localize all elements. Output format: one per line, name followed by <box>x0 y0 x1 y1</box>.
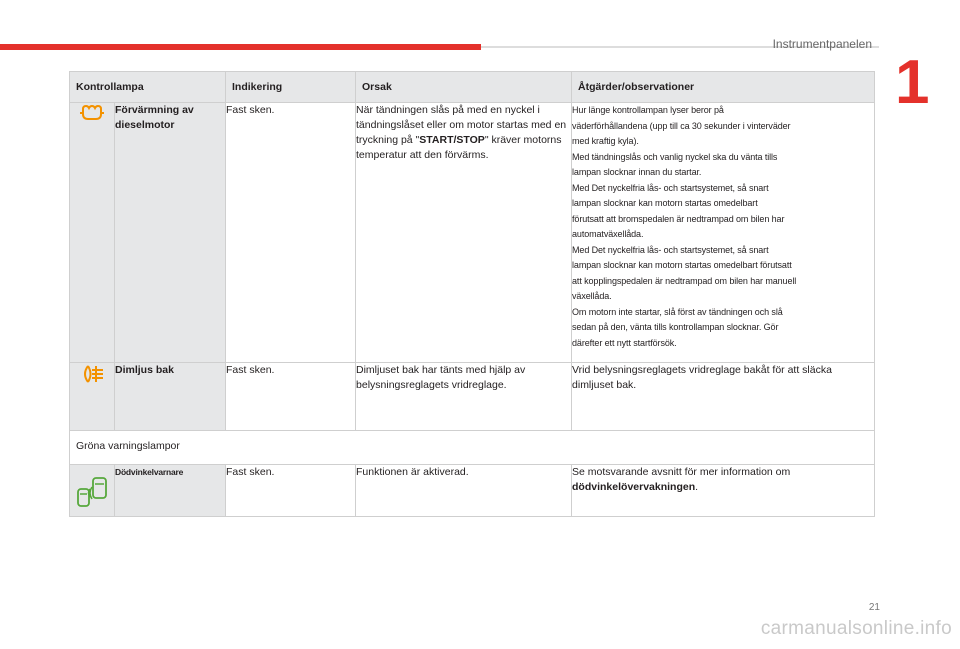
icon-cell <box>70 103 115 363</box>
icon-cell <box>70 363 115 431</box>
table-row <box>70 465 875 517</box>
table-row <box>70 363 875 431</box>
watermark: carmanualsonline.info <box>760 618 952 639</box>
indication-text: Fast sken. <box>226 465 356 517</box>
rear-fog-light-icon <box>79 363 105 385</box>
blind-spot-monitor-icon <box>75 475 109 509</box>
actions-text: Se motsvarande avsnitt för mer information om dödvinkelövervakningen. <box>572 465 875 517</box>
cause-text: Dimljuset bak har tänts med hjälp av belysningsreglagets vridreglage. <box>356 363 572 431</box>
chapter-number: 1 <box>895 48 930 117</box>
column-header: Åtgärder/observationer <box>572 72 875 103</box>
table-row <box>70 103 875 363</box>
table-header-row <box>70 72 875 103</box>
page-number: 21 <box>868 602 880 613</box>
lamp-name: Dödvinkelvarnare <box>115 465 226 517</box>
glow-plug-icon <box>79 103 105 123</box>
lamp-name: Dimljus bak <box>115 363 226 431</box>
column-header: Kontrollampa <box>70 72 226 103</box>
column-header: Orsak <box>356 72 572 103</box>
lamp-name: Förvärmning av dieselmotor <box>115 103 226 363</box>
header-red-bar <box>0 44 481 50</box>
cause-text: Funktionen är aktiverad. <box>356 465 572 517</box>
cause-text: När tändningen slås på med en nyckel i tändningslåset eller om motor startas med en tryckning på "START/STOP" kräver motorns temperatur att den förvärms. <box>356 103 572 363</box>
indication-text: Fast sken. <box>226 103 356 363</box>
icon-cell <box>70 465 115 517</box>
actions-text: Vrid belysningsreglagets vridreglage bakåt för att släcka dimljuset bak. <box>572 363 875 431</box>
warning-lamp-table <box>69 71 875 517</box>
column-header: Indikering <box>226 72 356 103</box>
section-row <box>70 431 875 465</box>
section-label: Gröna varningslampor <box>70 431 875 465</box>
indication-text: Fast sken. <box>226 363 356 431</box>
chapter-title: Instrumentpanelen <box>772 37 872 51</box>
actions-text: Hur länge kontrollampan lyser beror på väderförhållandena (upp till ca 30 sekunder i vinterväder med kraftig kyla). Med tändningslås och vanlig nyckel ska du vänta tills lampan slocknar innan du startar. Med Det nyckelfria lås- och startsystemet, så snart lampan slocknar kan motorn startas omedelbart förutsatt att bromspedalen är nedtrampad om bilen har automatväxellåda. Med Det nyckelfria lås- och startsystemet, så snart lampan slocknar kan motorn startas omedelbart förutsatt att kopplingspedalen är nedtrampad om bilen har manuell växellåda. Om motorn inte startar, slå först av tändningen och slå sedan på den, vänta tills kontrollampan slocknar. Gör därefter ett nytt startförsök. <box>572 103 875 363</box>
